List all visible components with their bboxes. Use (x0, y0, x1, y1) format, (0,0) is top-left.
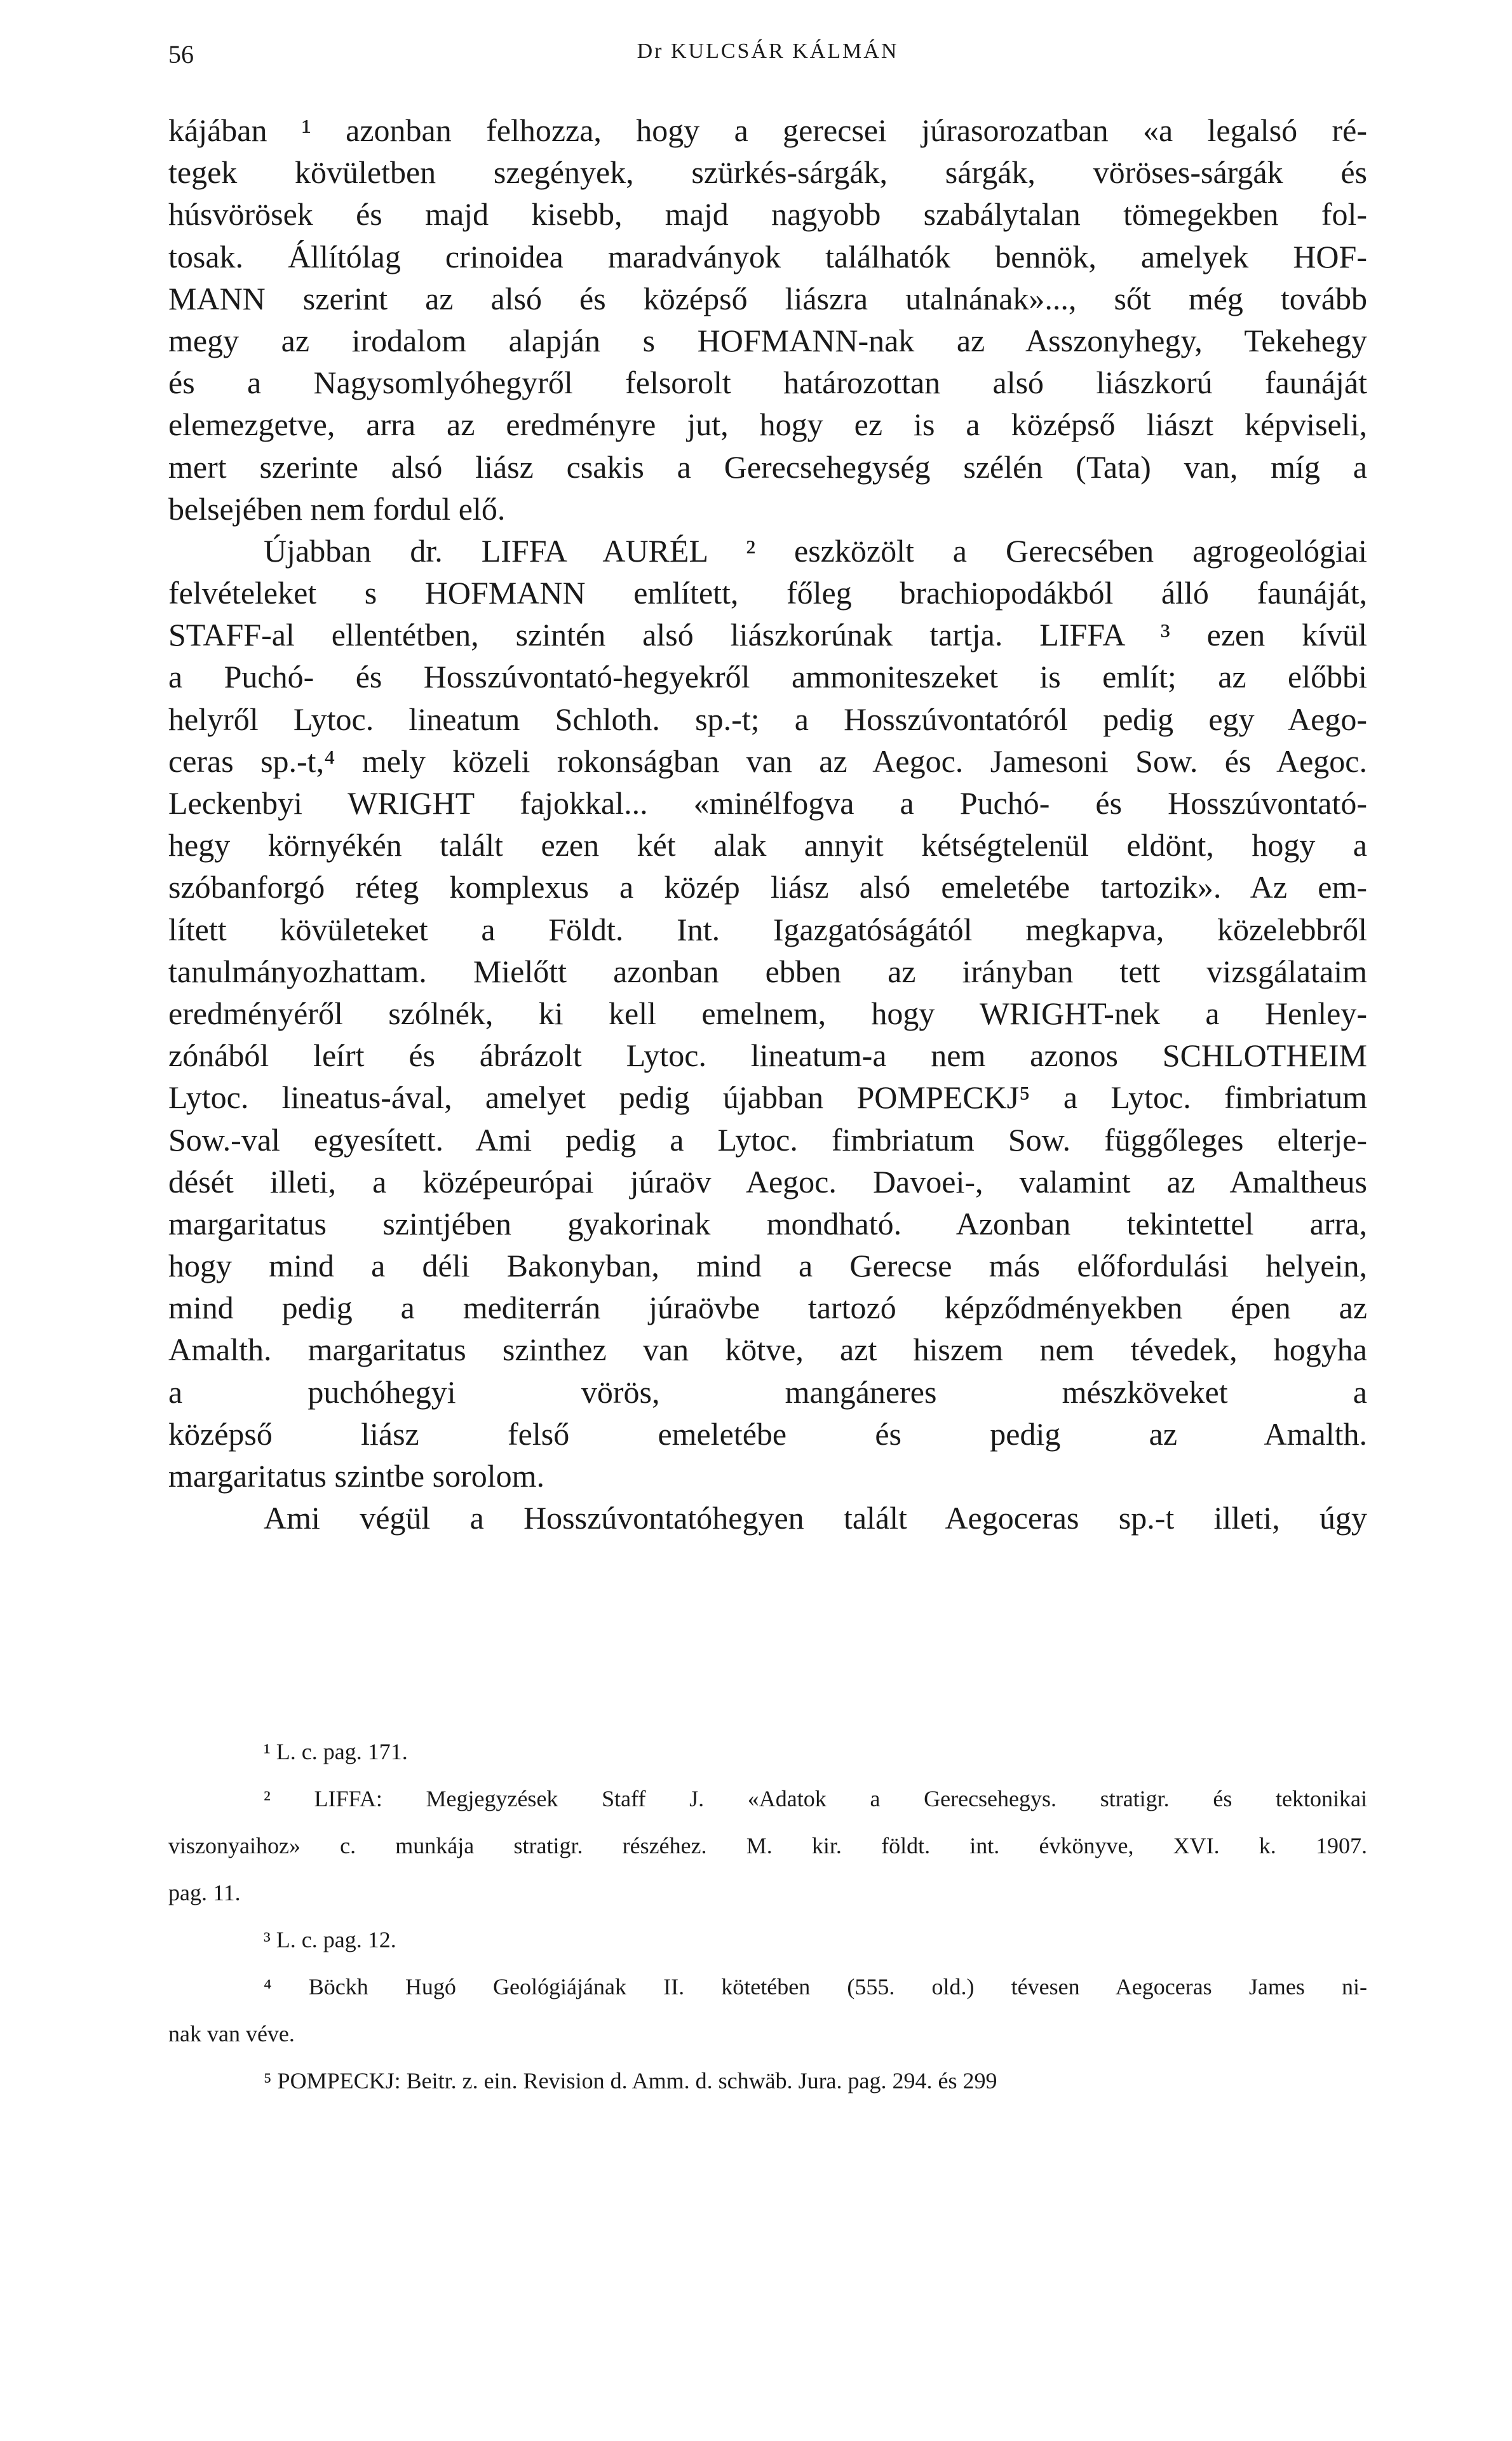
text-line: STAFF-al ellentétben, szintén alsó liászkorúnak tartja. LIFFA ³ ezen kívül (168, 617, 1367, 653)
text-line: húsvörösek és majd kisebb, majd nagyobb szabálytalan tömegekben fol- (168, 196, 1367, 233)
text-line: tosak. Állítólag crinoidea maradványok találhatók bennök, amelyek HOF- (168, 238, 1367, 274)
text-line: ceras sp.-t,⁴ mely közeli rokonságban van az Aegoc. Jamesoni Sow. és Aegoc. (168, 743, 1367, 779)
paragraph-end-line: margaritatus szintbe sorolom. (168, 1458, 545, 1494)
text-line: megy az irodalom alapján s HOFMANN-nak az Asszonyhegy, Tekehegy (168, 322, 1367, 358)
text-line: elemezgetve, arra az eredményre jut, hogy ez is a középső liászt képviseli, (168, 407, 1367, 443)
footnotes (168, 1728, 1367, 2104)
paragraph-start-line: Ami végül a Hosszúvontatóhegyen talált Aegoceras sp.-t illeti, úgy (264, 1500, 1367, 1536)
footnote-3: ³ L. c. pag. 12. (264, 1927, 396, 1952)
text-line: kájában ¹ azonban felhozza, hogy a gerecsei júrasorozatban «a legalsó ré- (168, 112, 1367, 148)
text-line: Sow.-val egyesített. Ami pedig a Lytoc. fimbriatum Sow. függőleges elterje- (168, 1121, 1367, 1158)
text-line: hegy környékén talált ezen két alak annyit kétségtelenül eldönt, hogy a (168, 827, 1367, 863)
text-line: margaritatus szintjében gyakorinak mondható. Azonban tekintettel arra, (168, 1205, 1367, 1241)
body-text (168, 109, 1367, 1539)
text-line: és a Nagysomlyóhegyről felsorolt határozottan alsó liászkorú faunáját (168, 365, 1367, 401)
text-line: felvételeket s HOFMANN említett, főleg brachiopodákból álló faunáját, (168, 575, 1367, 611)
footnote-4-continued: nak van véve. (168, 2021, 295, 2046)
text-line: dését illeti, a középeurópai júraöv Aegoc. Davoei-, valamint az Amaltheus (168, 1163, 1367, 1200)
text-line: lített kövületeket a Földt. Int. Igazgatóságától megkapva, közelebbről (168, 911, 1367, 947)
running-head-author: Dr KULCSÁR KÁLMÁN (637, 39, 899, 63)
footnote-5: ⁵ POMPECKJ: Beitr. z. ein. Revision d. Amm. d. schwäb. Jura. pag. 294. és 299 (264, 2068, 997, 2093)
paragraph-start-line: Újabban dr. LIFFA AURÉL ² eszközölt a Gerecsében agrogeológiai (264, 532, 1367, 569)
footnote-4: ⁴ Böckh Hugó Geológiájának II. kötetében (555. old.) tévesen Aegoceras James ni- (264, 1974, 1367, 1999)
text-line: zónából leírt és ábrázolt Lytoc. lineatum-a nem azonos SCHLOTHEIM (168, 1038, 1367, 1074)
text-line: mert szerinte alsó liász csakis a Gerecsehegység szélén (Tata) van, míg a (168, 449, 1367, 485)
text-line: Amalth. margaritatus szinthez van kötve, azt hiszem nem tévedek, hogyha (168, 1332, 1367, 1368)
text-line: MANN szerint az alsó és középső liászra utalnának»..., sőt még tovább (168, 280, 1367, 316)
text-line: helyről Lytoc. lineatum Schloth. sp.-t; a Hosszúvontatóról pedig egy Aego- (168, 701, 1367, 737)
footnote-2-continued: viszonyaihoz» c. munkája stratigr. részéhez. M. kir. földt. int. évkönyve, XVI. k. 1907. (168, 1833, 1367, 1858)
text-line: szóbanforgó réteg komplexus a közép liász alsó emeletébe tartozik». Az em- (168, 869, 1367, 905)
text-line: a Puchó- és Hosszúvontató-hegyekről ammoniteszeket is említ; az előbbi (168, 659, 1367, 695)
text-line: mind pedig a mediterrán júraövbe tartozó képződményekben épen az (168, 1290, 1367, 1326)
footnote-1: ¹ L. c. pag. 171. (264, 1739, 408, 1764)
text-line: Leckenbyi WRIGHT fajokkal... «minélfogva a Puchó- és Hosszúvontató- (168, 785, 1367, 821)
running-head (168, 39, 1367, 78)
text-line: tanulmányozhattam. Mielőtt azonban ebben az irányban tett vizsgálataim (168, 953, 1367, 989)
paragraph-end-line: belsejében nem fordul elő. (168, 490, 506, 527)
footnote-2-continued: pag. 11. (168, 1880, 241, 1905)
page-number: 56 (168, 40, 194, 69)
footnote-2: ² LIFFA: Megjegyzések Staff J. «Adatok a Gerecsehegys. stratigr. és tektonikai (264, 1786, 1367, 1811)
spaced-text-line: középső liász felső emeletébe és pedig az Amalth. (168, 1416, 1367, 1452)
text-line: hogy mind a déli Bakonyban, mind a Gerecse más előfordulási helyein, (168, 1248, 1367, 1284)
text-line: eredményéről szólnék, ki kell emelnem, hogy WRIGHT-nek a Henley- (168, 995, 1367, 1031)
spaced-text-line: a puchóhegyi vörös, mangáneres mészköveket a (168, 1374, 1367, 1410)
text-line: Lytoc. lineatus-ával, amelyet pedig újabban POMPECKJ⁵ a Lytoc. fimbriatum (168, 1079, 1367, 1116)
text-line: tegek kövületben szegények, szürkés-sárgák, sárgák, vöröses-sárgák és (168, 154, 1367, 191)
